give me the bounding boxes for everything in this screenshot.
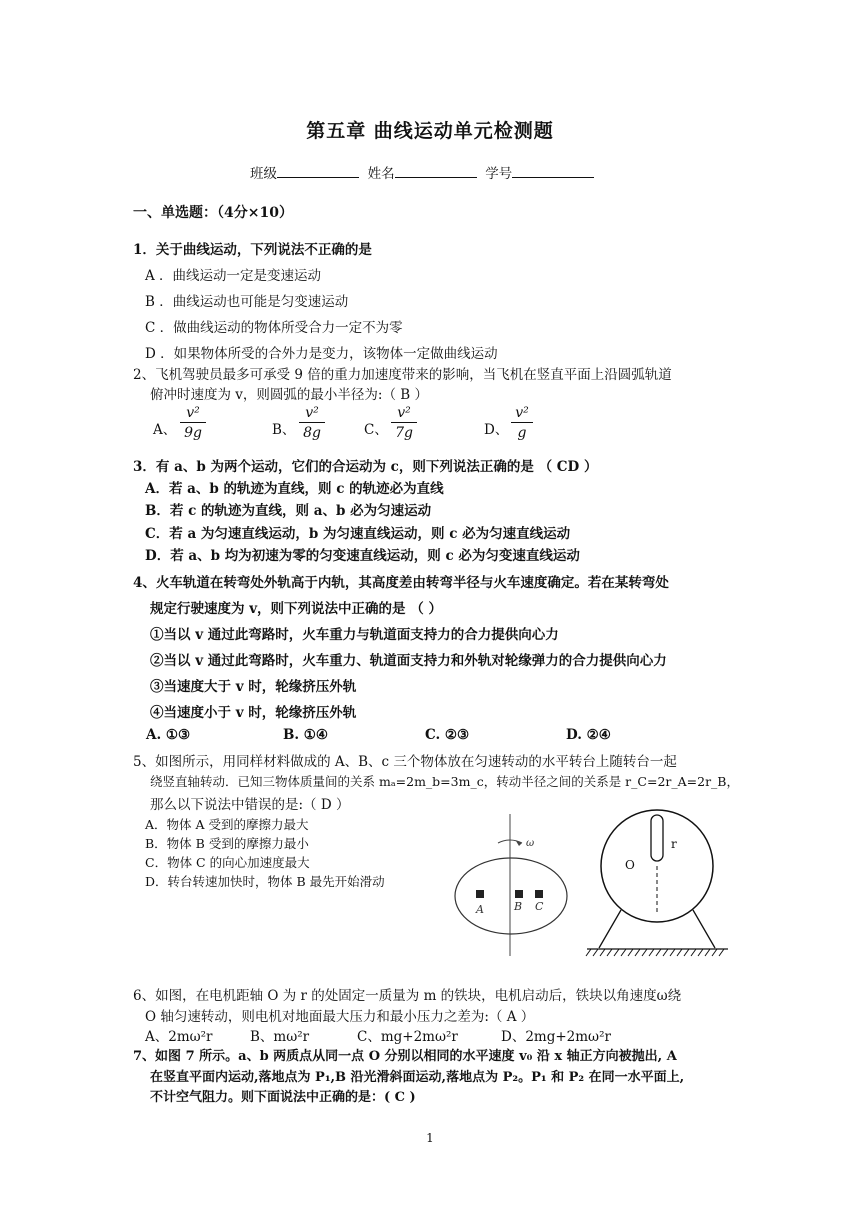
q1-option-b: B ．曲线运动也可能是匀变速运动 xyxy=(145,294,349,310)
q2-label-d: D、 xyxy=(484,422,509,438)
q5-option-b: B．物体 B 受到的摩擦力最小 xyxy=(145,836,309,851)
q6-option-a: A、2mω²r xyxy=(145,1029,213,1045)
q7-line1: 7、如图 7 所示。a、b 两质点从同一点 O 分别以相同的水平速度 v₀ 沿 x 轴正方向被抛出, A xyxy=(133,1049,677,1064)
q2-line2: 俯冲时速度为 v，则圆弧的最小半径为:（ B ） xyxy=(150,387,428,403)
student-id-label: 学号 xyxy=(485,166,513,182)
q6-option-d: D、2mg+2mω²r xyxy=(501,1029,611,1045)
q4-option-c: C. ②③ xyxy=(425,727,470,743)
q2-fraction-a xyxy=(180,404,206,442)
student-info xyxy=(250,162,594,182)
turntable-disc xyxy=(455,858,567,934)
q2-denominator-b: 8g xyxy=(303,425,321,441)
q2-numerator-d: v² xyxy=(515,405,529,421)
q4-statement-4: ④当速度小于 v 时，轮缘挤压外轨 xyxy=(150,705,357,721)
q3-option-d: D．若 a、b 均为初速为零的匀变速直线运动，则 c 必为匀变速直线运动 xyxy=(145,548,580,564)
q2-denominator-d: g xyxy=(517,425,527,441)
q6-line2: O 轴匀速转动，则电机对地面最大压力和最小压力之差为:（ A ） xyxy=(145,1009,535,1025)
block-b-label: B xyxy=(514,900,523,913)
q2-label-a: A、 xyxy=(153,422,177,438)
q4-option-d: D. ②④ xyxy=(566,727,611,743)
q6-option-b: B、mω²r xyxy=(250,1029,310,1045)
q4-line1: 4、火车轨道在转弯处外轨高于内轨，其高度差由转弯半径与火车速度确定。若在某转弯处 xyxy=(133,575,669,591)
section-heading: 一、单选题：（4分×10） xyxy=(133,205,293,221)
page-number: 1 xyxy=(426,1131,434,1145)
q5-line1: 5、如图所示，用同样材料做成的 A、B、c 三个物体放在匀速转动的水平转台上随转台一起 xyxy=(133,754,677,770)
q1-stem: 1．关于曲线运动，下列说法不正确的是 xyxy=(133,242,372,258)
q2-fraction-c xyxy=(391,404,417,442)
turntable-figure xyxy=(448,810,588,960)
name-blank[interactable] xyxy=(395,163,477,178)
block-a xyxy=(476,890,484,898)
q4-statement-1: ①当以 v 通过此弯路时，火车重力与轨道面支持力的合力提供向心力 xyxy=(150,627,559,643)
q4-statement-2: ②当以 v 通过此弯路时，火车重力、轨道面支持力和外轨对轮缘弹力的合力提供向心力 xyxy=(150,653,667,669)
q3-stem: 3．有 a、b 为两个运动，它们的合运动为 c，则下列说法正确的是 （ CD ） xyxy=(133,459,598,475)
radius-label: r xyxy=(671,837,677,851)
q6-line1: 6、如图，在电机距轴 O 为 r 的处固定一质量为 m 的铁块，电机启动后，铁块以角速度ω绕 xyxy=(133,988,682,1004)
q2-fraction-b xyxy=(299,404,325,442)
q4-statement-3: ③当速度大于 v 时，轮缘挤压外轨 xyxy=(150,679,357,695)
q5-option-a: A．物体 A 受到的摩擦力最大 xyxy=(145,817,309,832)
class-blank[interactable] xyxy=(277,163,359,178)
q3-option-c: C．若 a 为匀速直线运动，b 为匀速直线运动，则 c 必为匀速直线运动 xyxy=(145,526,571,542)
left-leg xyxy=(599,910,621,948)
block-b xyxy=(515,890,523,898)
ground-hatch xyxy=(586,949,724,956)
q2-fraction-d xyxy=(511,404,533,442)
block-c xyxy=(535,890,543,898)
name-label: 姓名 xyxy=(367,166,395,182)
q3-option-b: B．若 c 的轨迹为直线，则 a、b 必为匀速运动 xyxy=(145,503,432,519)
q3-option-a: A．若 a、b 的轨迹为直线，则 c 的轨迹必为直线 xyxy=(145,481,444,497)
q2-label-c: C、 xyxy=(364,422,388,438)
q5-line2: 绕竖直轴转动．已知三物体质量间的关系 mₐ=2m_b=3m_c，转动半径之间的关系是 r_C=2r_A=2r_B， xyxy=(150,774,739,789)
motor-figure xyxy=(585,808,731,964)
iron-block-bar xyxy=(651,815,663,861)
q2-numerator-b: v² xyxy=(305,405,319,421)
q2-denominator-a: 9g xyxy=(184,425,202,441)
q4-option-b: B. ①④ xyxy=(283,727,329,743)
q2-numerator-a: v² xyxy=(186,405,200,421)
class-label: 班级 xyxy=(250,166,277,182)
q2-denominator-c: 7g xyxy=(395,425,413,441)
q4-option-a: A. ①③ xyxy=(146,727,191,743)
q5-line3: 那么以下说法中错误的是:（ D ） xyxy=(150,797,350,813)
student-id-blank[interactable] xyxy=(512,163,594,178)
q7-line3: 不计空气阻力。则下面说法中正确的是：( C ) xyxy=(150,1090,416,1105)
page-title: 第五章 曲线运动单元检测题 xyxy=(306,120,554,142)
q6-option-c: C、mg+2mω²r xyxy=(357,1029,458,1045)
q2-label-b: B、 xyxy=(272,422,296,438)
q2-line1: 2、飞机驾驶员最多可承受 9 倍的重力加速度带来的影响，当飞机在竖直平面上沿圆弧轨道 xyxy=(133,367,672,383)
q5-option-d: D．转台转速加快时，物体 B 最先开始滑动 xyxy=(145,874,385,889)
q2-numerator-c: v² xyxy=(397,405,411,421)
q1-option-c: C ．做曲线运动的物体所受合力一定不为零 xyxy=(145,320,403,336)
q4-line2: 规定行驶速度为 v，则下列说法中正确的是 （ ） xyxy=(150,601,442,617)
omega-label: ω xyxy=(526,838,535,849)
q5-option-c: C．物体 C 的向心加速度最大 xyxy=(145,855,310,870)
block-c-label: C xyxy=(535,900,544,913)
q1-option-d: D ．如果物体所受的合外力是变力，该物体一定做曲线运动 xyxy=(145,346,498,362)
axis-o-label: O xyxy=(625,858,635,872)
block-a-label: A xyxy=(476,903,484,916)
q1-option-a: A ．曲线运动一定是变速运动 xyxy=(145,268,322,284)
q7-line2: 在竖直平面内运动,落地点为 P₁,B 沿光滑斜面运动,落地点为 P₂。P₁ 和 P₂ 在同一水平面上, xyxy=(150,1070,685,1085)
right-leg xyxy=(693,910,715,948)
